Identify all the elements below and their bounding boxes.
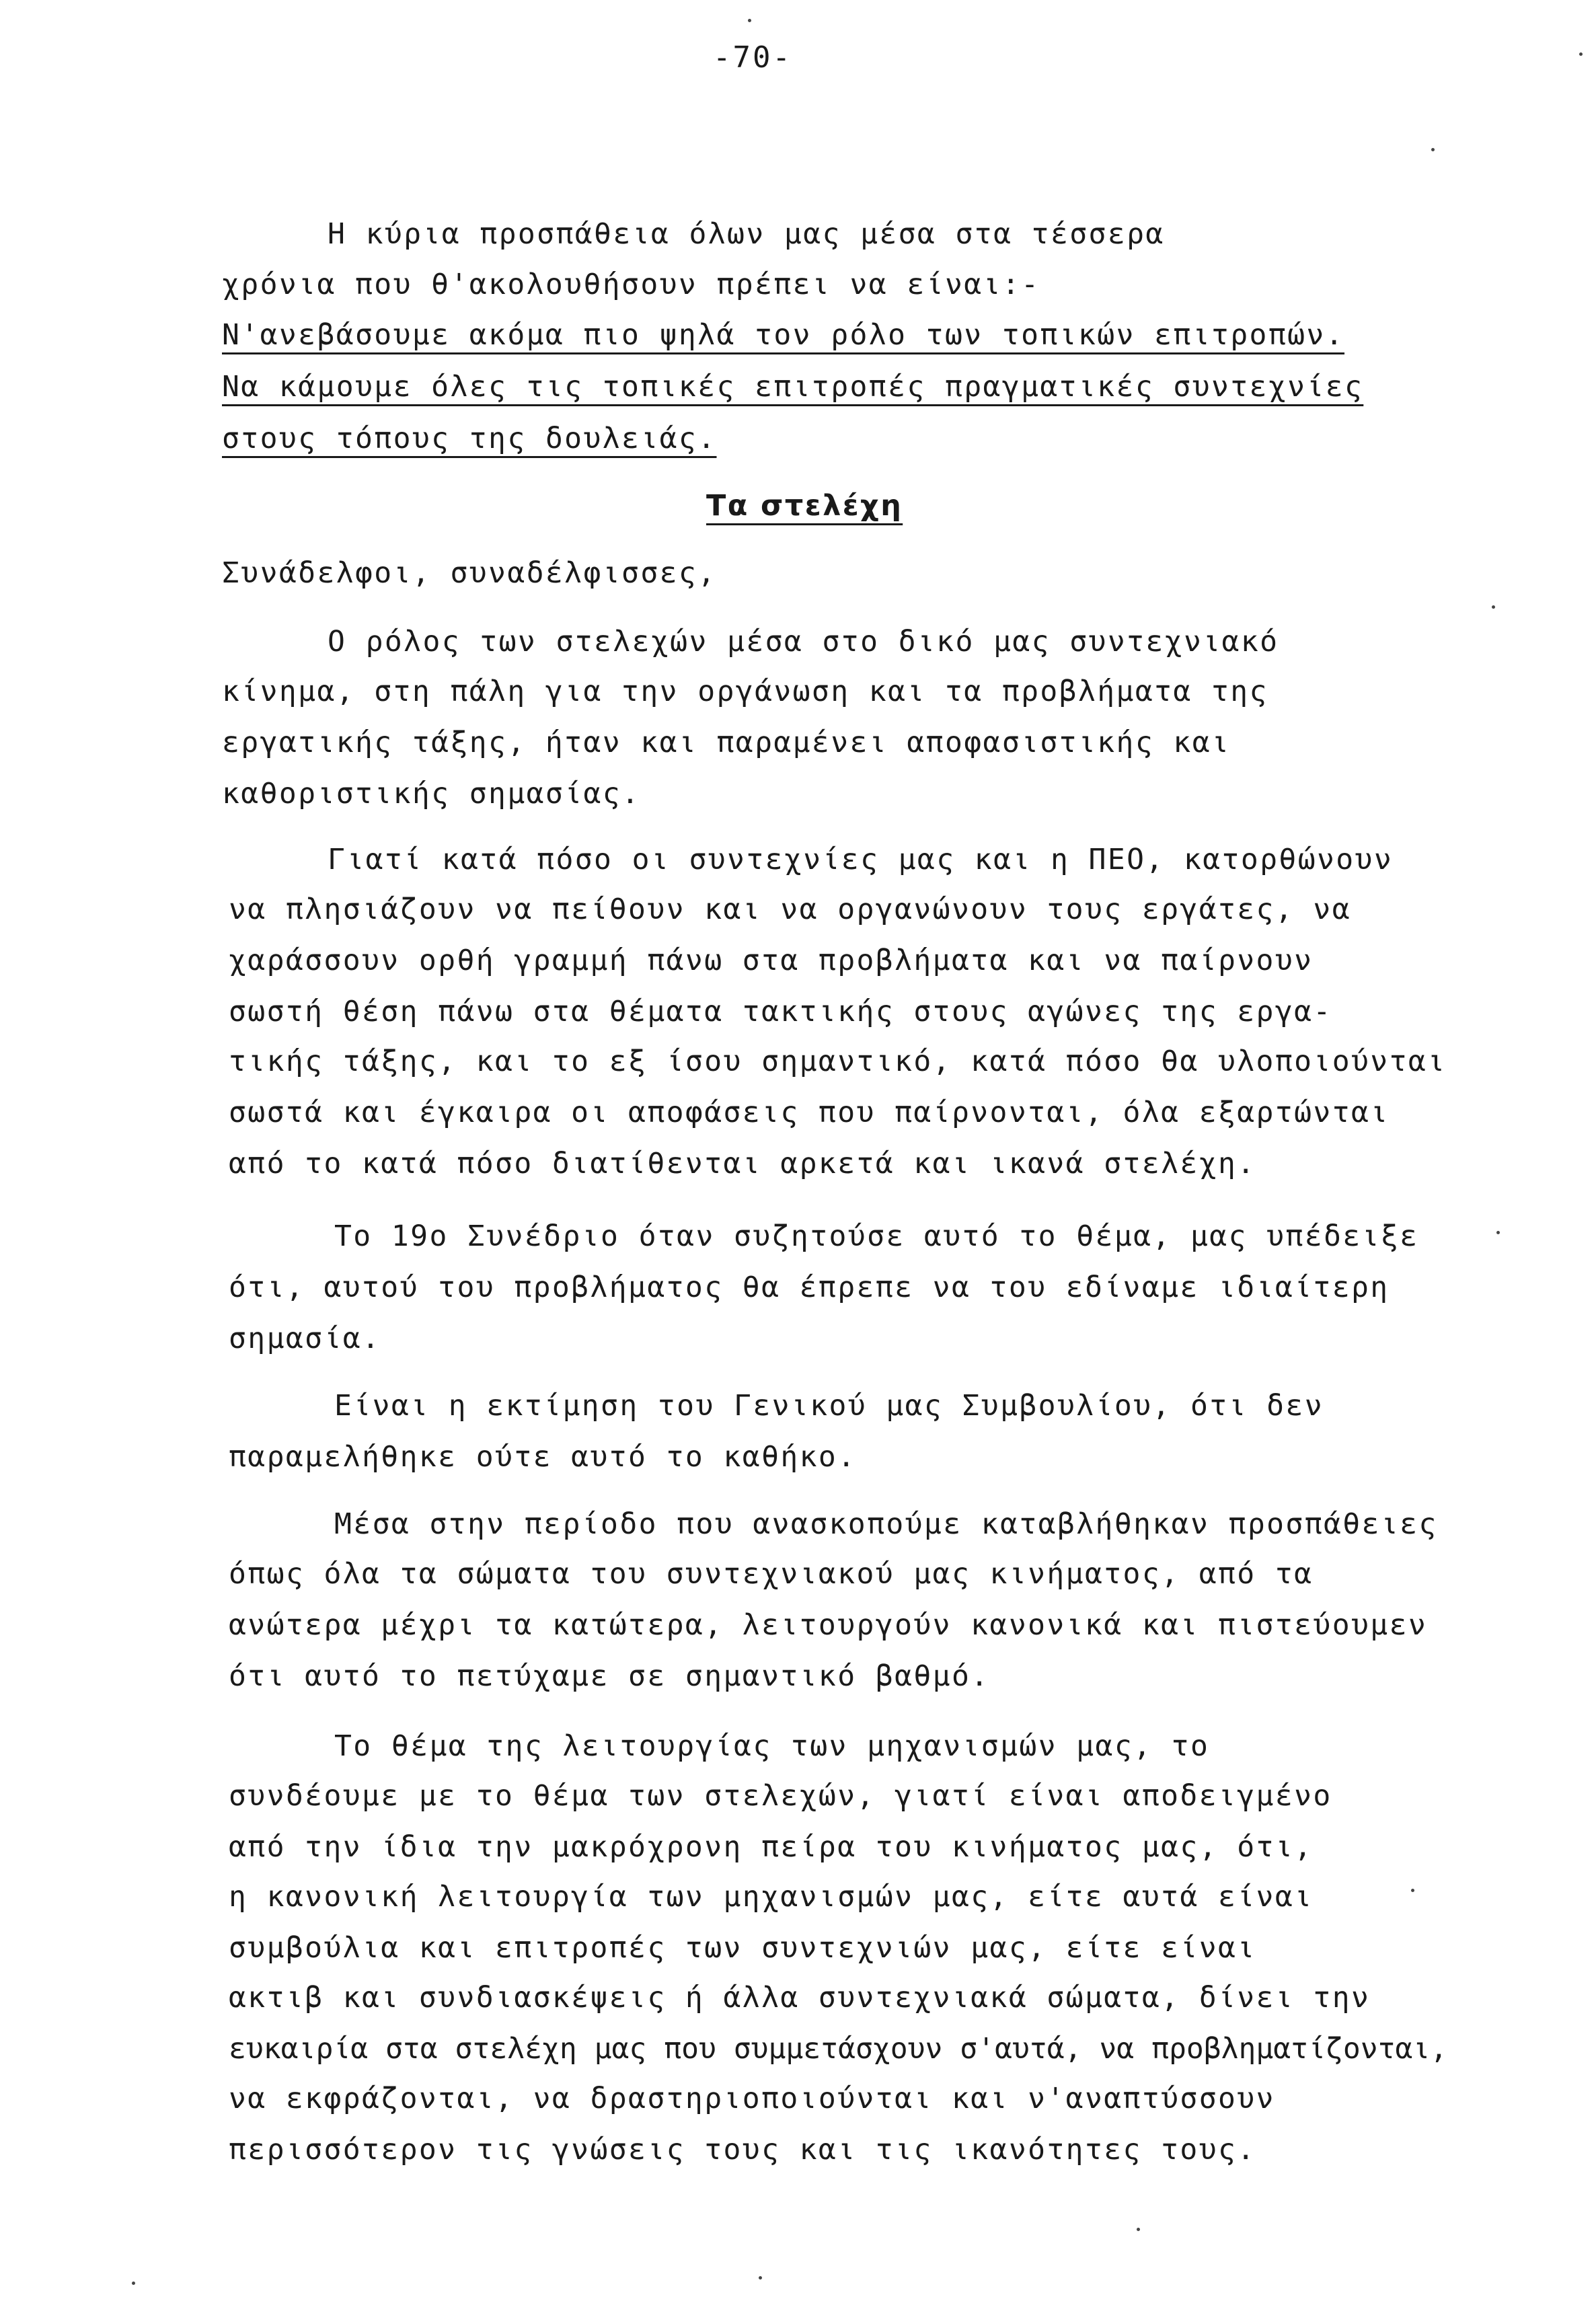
- text-line: από το κατά πόσο διατίθενται αρκετά και ικανά στελέχη.: [229, 1147, 1256, 1180]
- section-heading: Τα στελέχη: [706, 489, 903, 523]
- scan-speck: [132, 2282, 135, 2285]
- text-line: καθοριστικής σημασίας.: [222, 777, 641, 811]
- text-line-underlined: στους τόπους της δουλειάς.: [222, 422, 717, 455]
- scan-speck: [1579, 52, 1583, 56]
- text-line: σωστά και έγκαιρα οι αποφάσεις που παίρνονται, όλα εξαρτώνται: [229, 1096, 1390, 1129]
- text-line: να πλησιάζουν να πείθουν και να οργανώνουν τους εργάτες, να: [229, 893, 1352, 926]
- scan-speck: [759, 2276, 762, 2280]
- text-line: χαράσσουν ορθή γραμμή πάνω στα προβλήματα και να παίρνουν: [229, 944, 1314, 977]
- text-line: ευκαιρία στα στελέχη μας που συμμετάσχουν σ'αυτά, να προβληματίζονται,: [229, 2032, 1448, 2066]
- text-line: Είναι η εκτίμηση του Γενικού μας Συμβουλίου, ότι δεν: [334, 1389, 1324, 1423]
- text-line: παραμελήθηκε ούτε αυτό το καθήκο.: [229, 1440, 857, 1474]
- text-line: σωστή θέση πάνω στα θέματα τακτικής στους αγώνες της εργα-: [229, 995, 1332, 1028]
- scan-speck: [1137, 2228, 1140, 2231]
- text-line: Η κύρια προσπάθεια όλων μας μέσα στα τέσσερα: [328, 217, 1165, 251]
- text-line: Το θέμα της λειτουργίας των μηχανισμών μας, το: [334, 1729, 1210, 1763]
- text-line: ακτιβ και συνδιασκέψεις ή άλλα συντεχνιακά σώματα, δίνει την: [229, 1981, 1371, 2014]
- page-number: -70-: [713, 40, 792, 75]
- text-line: σημασία.: [229, 1322, 381, 1355]
- text-line: συνδέουμε με το θέμα των στελεχών, γιατί είναι αποδειγμένο: [229, 1779, 1332, 1813]
- text-line: περισσότερον τις γνώσεις τους και τις ικανότητες τους.: [229, 2133, 1256, 2167]
- scan-speck: [1431, 148, 1435, 151]
- text-line-underlined: Να κάμουμε όλες τις τοπικές επιτροπές πραγματικές συντεχνίες: [222, 370, 1364, 404]
- text-line: Ο ρόλος των στελεχών μέσα στο δικό μας συντεχνιακό: [328, 625, 1279, 658]
- scan-speck: [1496, 1231, 1500, 1234]
- text-line: να εκφράζονται, να δραστηριοποιούνται και ν'αναπτύσσουν: [229, 2082, 1275, 2115]
- text-line: συμβούλια και επιτροπές των συντεχνιών μας, είτε είναι: [229, 1931, 1256, 1965]
- text-line: χρόνια που θ'ακολουθήσουν πρέπει να είναι:-: [222, 268, 1040, 301]
- scan-speck: [748, 19, 751, 22]
- text-line: από την ίδια την μακρόχρονη πείρα του κινήματος μας, ότι,: [229, 1830, 1314, 1864]
- text-line: η κανονική λειτουργία των μηχανισμών μας, είτε αυτά είναι: [229, 1880, 1314, 1914]
- text-line: Μέσα στην περίοδο που ανασκοπούμε καταβλήθηκαν προσπάθειες: [334, 1507, 1438, 1541]
- text-line: Το 19ο Συνέδριο όταν συζητούσε αυτό το θέμα, μας υπέδειξε: [334, 1219, 1419, 1253]
- text-line: όπως όλα τα σώματα του συντεχνιακού μας κινήματος, από τα: [229, 1557, 1314, 1591]
- text-line: κίνημα, στη πάλη για την οργάνωση και τα προβλήματα της: [222, 675, 1268, 708]
- scan-speck: [1411, 1889, 1414, 1892]
- scan-speck: [1492, 605, 1495, 609]
- text-line: Γιατί κατά πόσο οι συντεχνίες μας και η ΠΕΟ, κατορθώνουν: [328, 843, 1394, 876]
- text-line: ότι, αυτού του προβλήματος θα έπρεπε να του εδίναμε ιδιαίτερη: [229, 1271, 1390, 1304]
- text-line-underlined: Ν'ανεβάσουμε ακόμα πιο ψηλά τον ρόλο των τοπικών επιτροπών.: [222, 318, 1345, 352]
- text-line: ότι αυτό το πετύχαμε σε σημαντικό βαθμό.: [229, 1659, 990, 1693]
- text-line: Συνάδελφοι, συναδέλφισσες,: [222, 556, 717, 590]
- text-line: τικής τάξης, και το εξ ίσου σημαντικό, κατά πόσο θα υλοποιούνται: [229, 1045, 1447, 1078]
- text-line: εργατικής τάξης, ήταν και παραμένει αποφασιστικής και: [222, 726, 1231, 759]
- text-line: ανώτερα μέχρι τα κατώτερα, λειτουργούν κανονικά και πιστεύουμεν: [229, 1608, 1428, 1642]
